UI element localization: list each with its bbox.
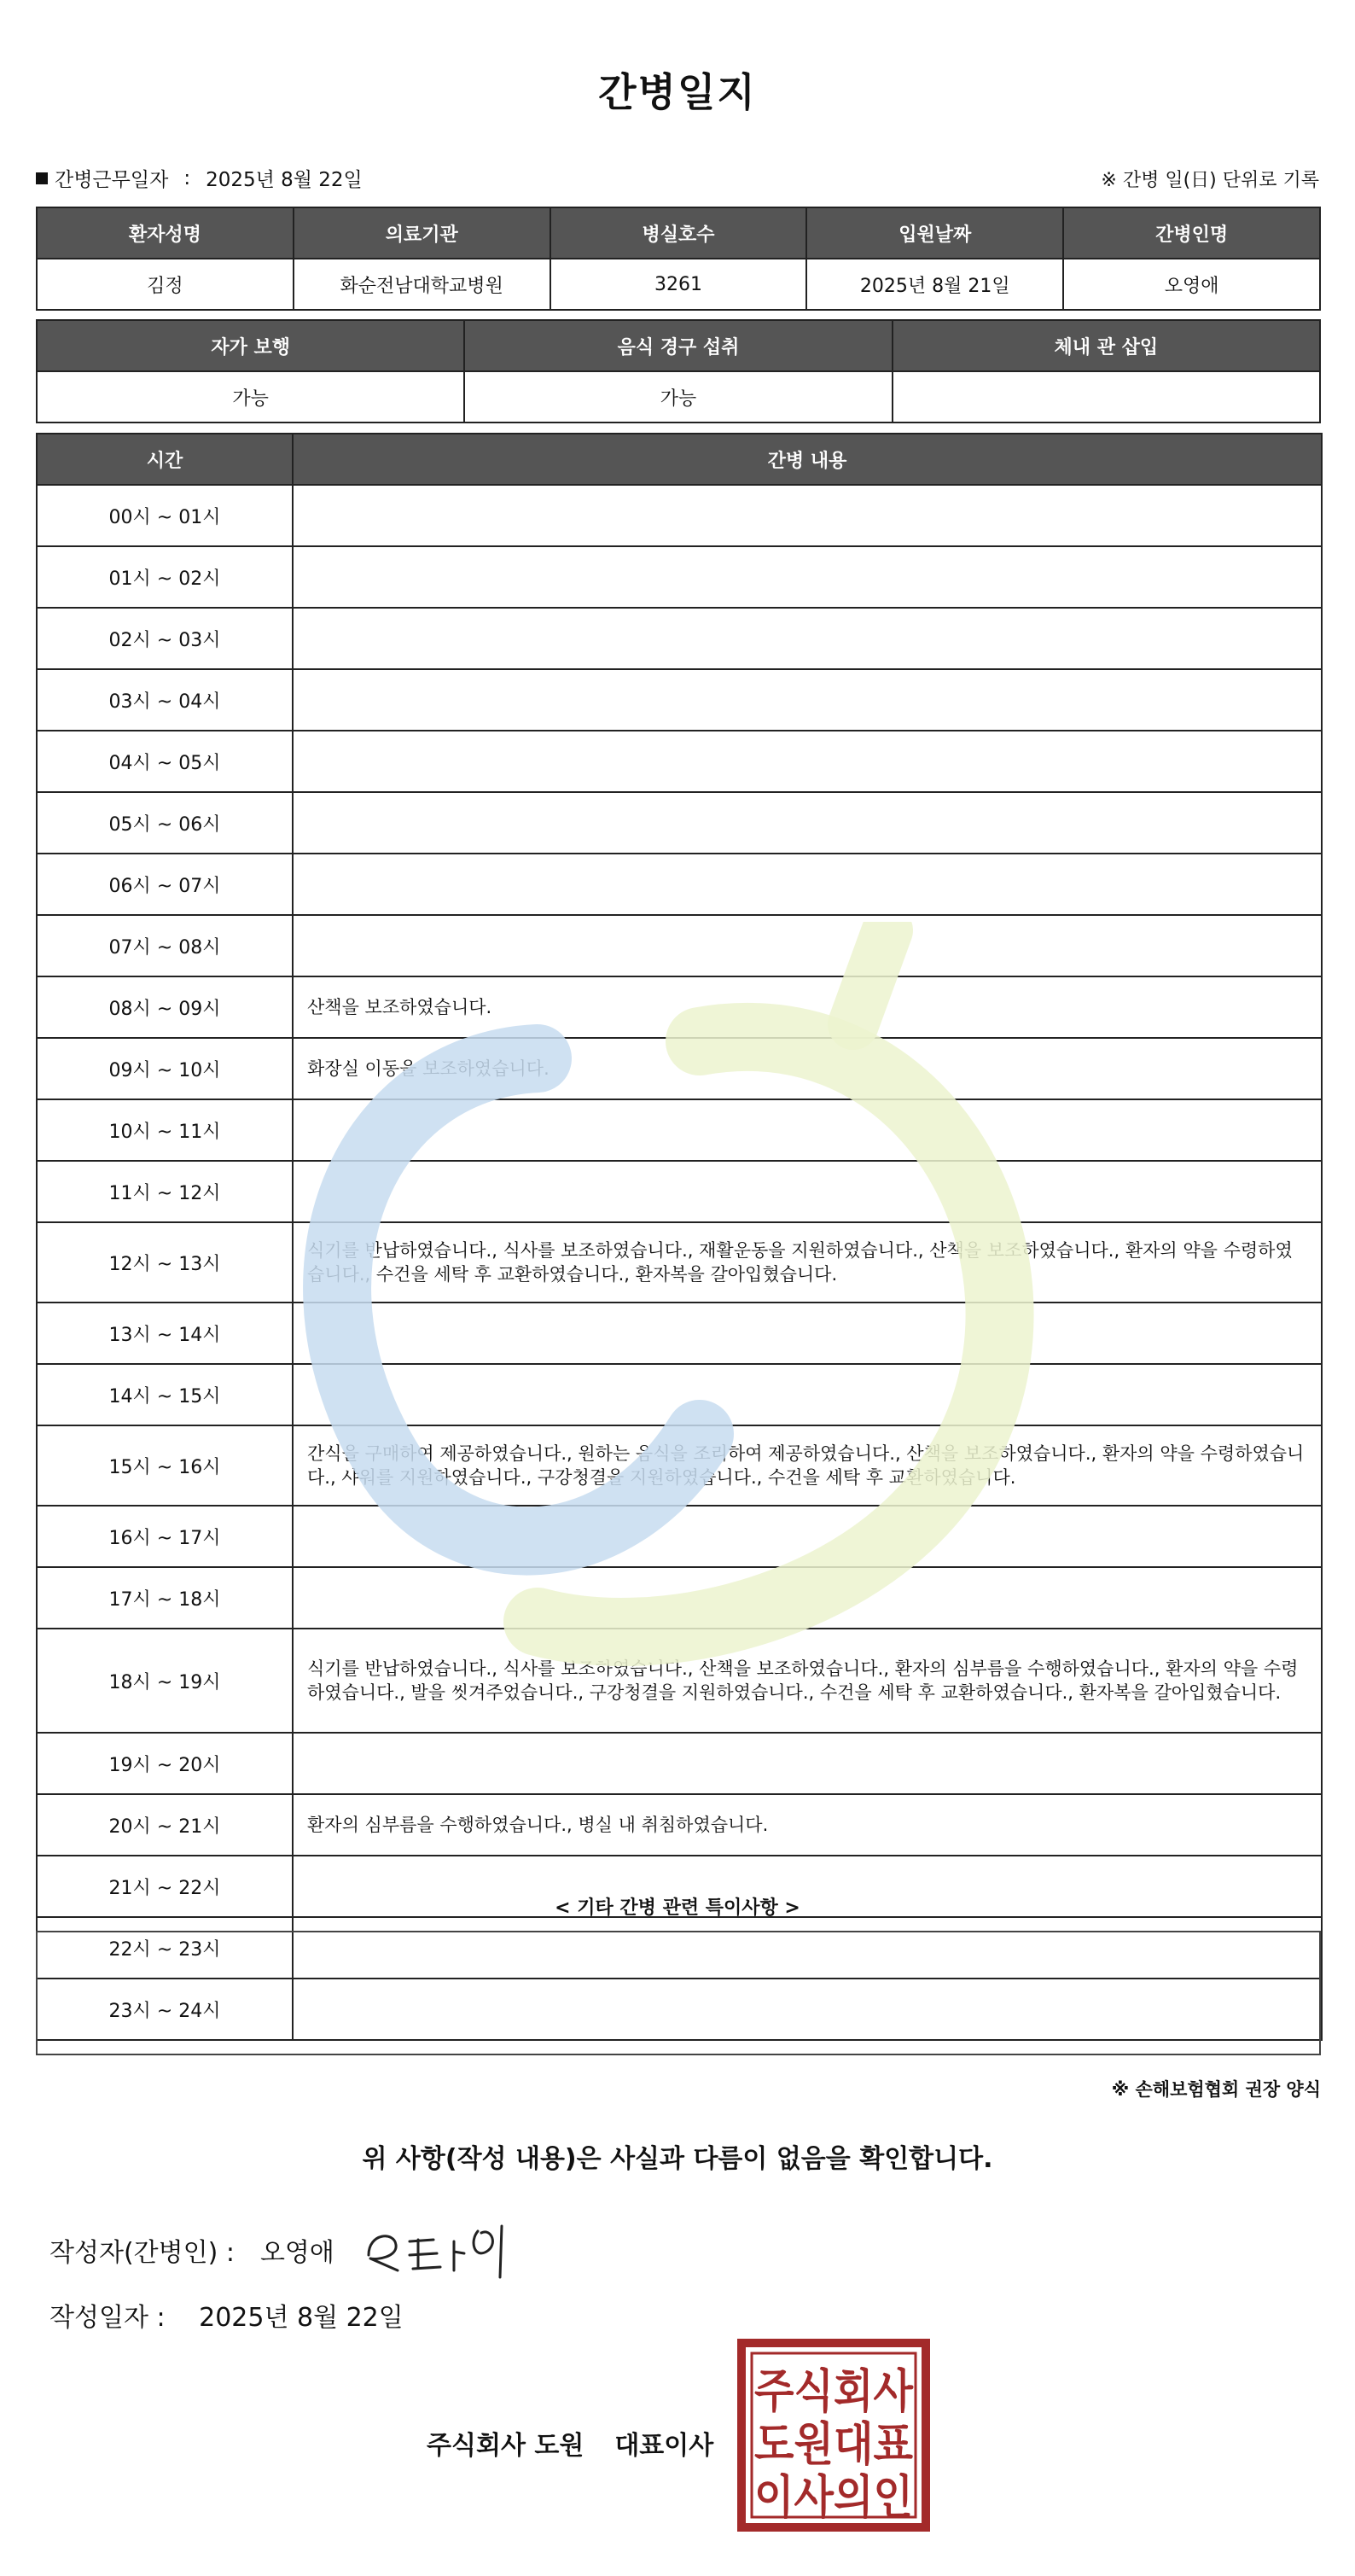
document-title: 간병일지 <box>598 69 757 115</box>
table-row <box>37 1567 1322 1629</box>
writer-line <box>49 2231 334 2269</box>
special-notes-title: < 기타 간병 관련 특이사항 > <box>555 1897 800 1919</box>
log-time-cell: 23시 ~ 24시 <box>37 1979 293 2040</box>
log-time-cell: 14시 ~ 15시 <box>37 1364 293 1425</box>
time-header: 시간 <box>37 434 293 485</box>
log-content-cell <box>293 1161 1322 1222</box>
log-rows <box>37 485 1322 2040</box>
log-content-cell <box>293 485 1322 546</box>
log-time-cell: 08시 ~ 09시 <box>37 976 293 1038</box>
table-row <box>37 915 1322 976</box>
log-content-cell <box>293 792 1322 854</box>
table-row <box>37 1161 1322 1222</box>
table-row <box>37 731 1322 792</box>
table-row <box>37 1099 1322 1161</box>
log-time-cell: 12시 ~ 13시 <box>37 1222 293 1303</box>
written-date-label: 작성일자 : <box>49 2303 166 2333</box>
log-time-cell: 13시 ~ 14시 <box>37 1303 293 1364</box>
log-time-cell: 00시 ~ 01시 <box>37 485 293 546</box>
table-row <box>37 792 1322 854</box>
work-date-separator: : <box>183 166 191 189</box>
log-content-cell <box>293 915 1322 976</box>
hospital-header: 의료기관 <box>294 207 550 259</box>
room-number: 3261 <box>550 259 807 310</box>
hospital-name: 화순전남대학교병원 <box>294 259 550 310</box>
table-row <box>37 1425 1322 1506</box>
work-date <box>36 164 363 192</box>
work-date-label: 간병근무일자 <box>55 169 169 191</box>
table-row <box>37 1794 1322 1856</box>
table-row <box>37 1303 1322 1364</box>
log-time-cell: 06시 ~ 07시 <box>37 854 293 915</box>
seal-line-2: 도원대표 <box>754 2417 913 2471</box>
patient-name-header: 환자성명 <box>37 207 294 259</box>
written-date-line <box>49 2296 404 2334</box>
log-time-cell: 03시 ~ 04시 <box>37 669 293 731</box>
writer-name: 오영애 <box>259 2238 334 2268</box>
log-time-cell: 21시 ~ 22시 <box>37 1856 293 1917</box>
table-row <box>37 669 1322 731</box>
caregiver-name: 오영애 <box>1063 259 1320 310</box>
log-time-cell: 22시 ~ 23시 <box>37 1917 293 1979</box>
patient-status-table <box>36 319 1321 423</box>
log-content-cell <box>293 1303 1322 1364</box>
table-row <box>37 546 1322 608</box>
log-content-cell <box>293 608 1322 669</box>
log-time-cell: 15시 ~ 16시 <box>37 1425 293 1506</box>
company-line <box>427 2424 713 2462</box>
special-notes-box <box>36 1931 1321 2055</box>
written-date-value: 2025년 8월 22일 <box>199 2303 404 2333</box>
log-content-cell: 화장실 이동을 보조하였습니다. <box>293 1038 1322 1099</box>
log-content-cell <box>293 669 1322 731</box>
square-bullet-icon <box>36 172 48 184</box>
log-content-cell: 식기를 반납하였습니다., 식사를 보조하였습니다., 산책을 보조하였습니다., 환자의 심부름을 수행하였습니다., 환자의 약을 수령하였습니다., 발을 씻겨주었습니다., 구강청결을 지원하였습니다., 수건을 세탁 후 교환하였습니다., 환자복을 갈아입혔습니다. <box>293 1629 1322 1733</box>
table-row <box>37 485 1322 546</box>
self-walking-value: 가능 <box>37 371 464 423</box>
writer-label: 작성자(간병인) : <box>49 2238 235 2268</box>
log-content-cell <box>293 546 1322 608</box>
log-time-cell: 18시 ~ 19시 <box>37 1629 293 1733</box>
log-content-cell: 식기를 반납하였습니다., 식사를 보조하였습니다., 재활운동을 지원하였습니다., 산책을 보조하였습니다., 환자의 약을 수령하였습니다., 수건을 세탁 후 교환하였습니다., 환자복을 갈아입혔습니다. <box>293 1222 1322 1303</box>
self-walking-header: 자가 보행 <box>37 320 464 371</box>
log-time-cell: 10시 ~ 11시 <box>37 1099 293 1161</box>
table-row <box>37 976 1322 1038</box>
table-row <box>37 854 1322 915</box>
log-content-cell: 간식을 구매하여 제공하였습니다., 원하는 음식을 조리하여 제공하였습니다., 산책을 보조하였습니다., 환자의 약을 수령하였습니다., 샤워를 지원하였습니다., 구강청결을 지원하였습니다., 수건을 세탁 후 교환하였습니다. <box>293 1425 1322 1506</box>
table-row <box>37 608 1322 669</box>
company-seal-icon <box>737 2339 930 2532</box>
company-name: 주식회사 도원 <box>427 2431 584 2461</box>
room-header: 병실호수 <box>550 207 807 259</box>
log-content-cell <box>293 1567 1322 1629</box>
log-time-cell: 16시 ~ 17시 <box>37 1506 293 1567</box>
oral-intake-header: 음식 경구 섭취 <box>464 320 892 371</box>
table-row <box>37 1733 1322 1794</box>
log-time-cell: 07시 ~ 08시 <box>37 915 293 976</box>
seal-line-3: 이사의인 <box>754 2470 913 2524</box>
association-note: ※ 손해보험협회 권장 양식 <box>1111 2079 1321 2100</box>
log-content-cell: 산책을 보조하였습니다. <box>293 976 1322 1038</box>
company-role: 대표이사 <box>614 2431 714 2461</box>
unit-note: ※ 간병 일(日) 단위로 기록 <box>1101 170 1319 191</box>
log-content-cell: 환자의 심부름을 수행하였습니다., 병실 내 취침하였습니다. <box>293 1794 1322 1856</box>
tube-insertion-header: 체내 관 삽입 <box>893 320 1320 371</box>
tube-insertion-value <box>893 371 1320 423</box>
table-row <box>37 1364 1322 1425</box>
log-content-cell <box>293 1506 1322 1567</box>
admission-date: 2025년 8월 21일 <box>806 259 1063 310</box>
log-time-cell: 19시 ~ 20시 <box>37 1733 293 1794</box>
log-content-cell <box>293 1364 1322 1425</box>
table-row <box>37 1038 1322 1099</box>
log-time-cell: 04시 ~ 05시 <box>37 731 293 792</box>
table-row <box>37 1222 1322 1303</box>
log-time-cell: 01시 ~ 02시 <box>37 546 293 608</box>
log-time-cell: 05시 ~ 06시 <box>37 792 293 854</box>
confirmation-statement: 위 사항(작성 내용)은 사실과 다름이 없음을 확인합니다. <box>362 2144 993 2174</box>
handwritten-signature-icon <box>358 2207 546 2284</box>
oral-intake-value: 가능 <box>464 371 892 423</box>
patient-info-table <box>36 207 1321 311</box>
hourly-care-log-table <box>36 433 1323 2041</box>
log-time-cell: 20시 ~ 21시 <box>37 1794 293 1856</box>
seal-line-1: 주식회사 <box>754 2364 914 2418</box>
table-row <box>37 1629 1322 1733</box>
log-content-cell <box>293 1099 1322 1161</box>
log-content-cell <box>293 731 1322 792</box>
log-time-cell: 11시 ~ 12시 <box>37 1161 293 1222</box>
log-content-cell <box>293 1733 1322 1794</box>
caregiver-name-header: 간병인명 <box>1063 207 1320 259</box>
log-time-cell: 09시 ~ 10시 <box>37 1038 293 1099</box>
patient-name: 김정 <box>37 259 294 310</box>
table-row <box>37 1506 1322 1567</box>
work-date-value: 2025년 8월 22일 <box>206 169 363 191</box>
log-time-cell: 17시 ~ 18시 <box>37 1567 293 1629</box>
care-content-header: 간병 내용 <box>293 434 1322 485</box>
log-content-cell <box>293 854 1322 915</box>
admission-date-header: 입원날짜 <box>806 207 1063 259</box>
log-time-cell: 02시 ~ 03시 <box>37 608 293 669</box>
